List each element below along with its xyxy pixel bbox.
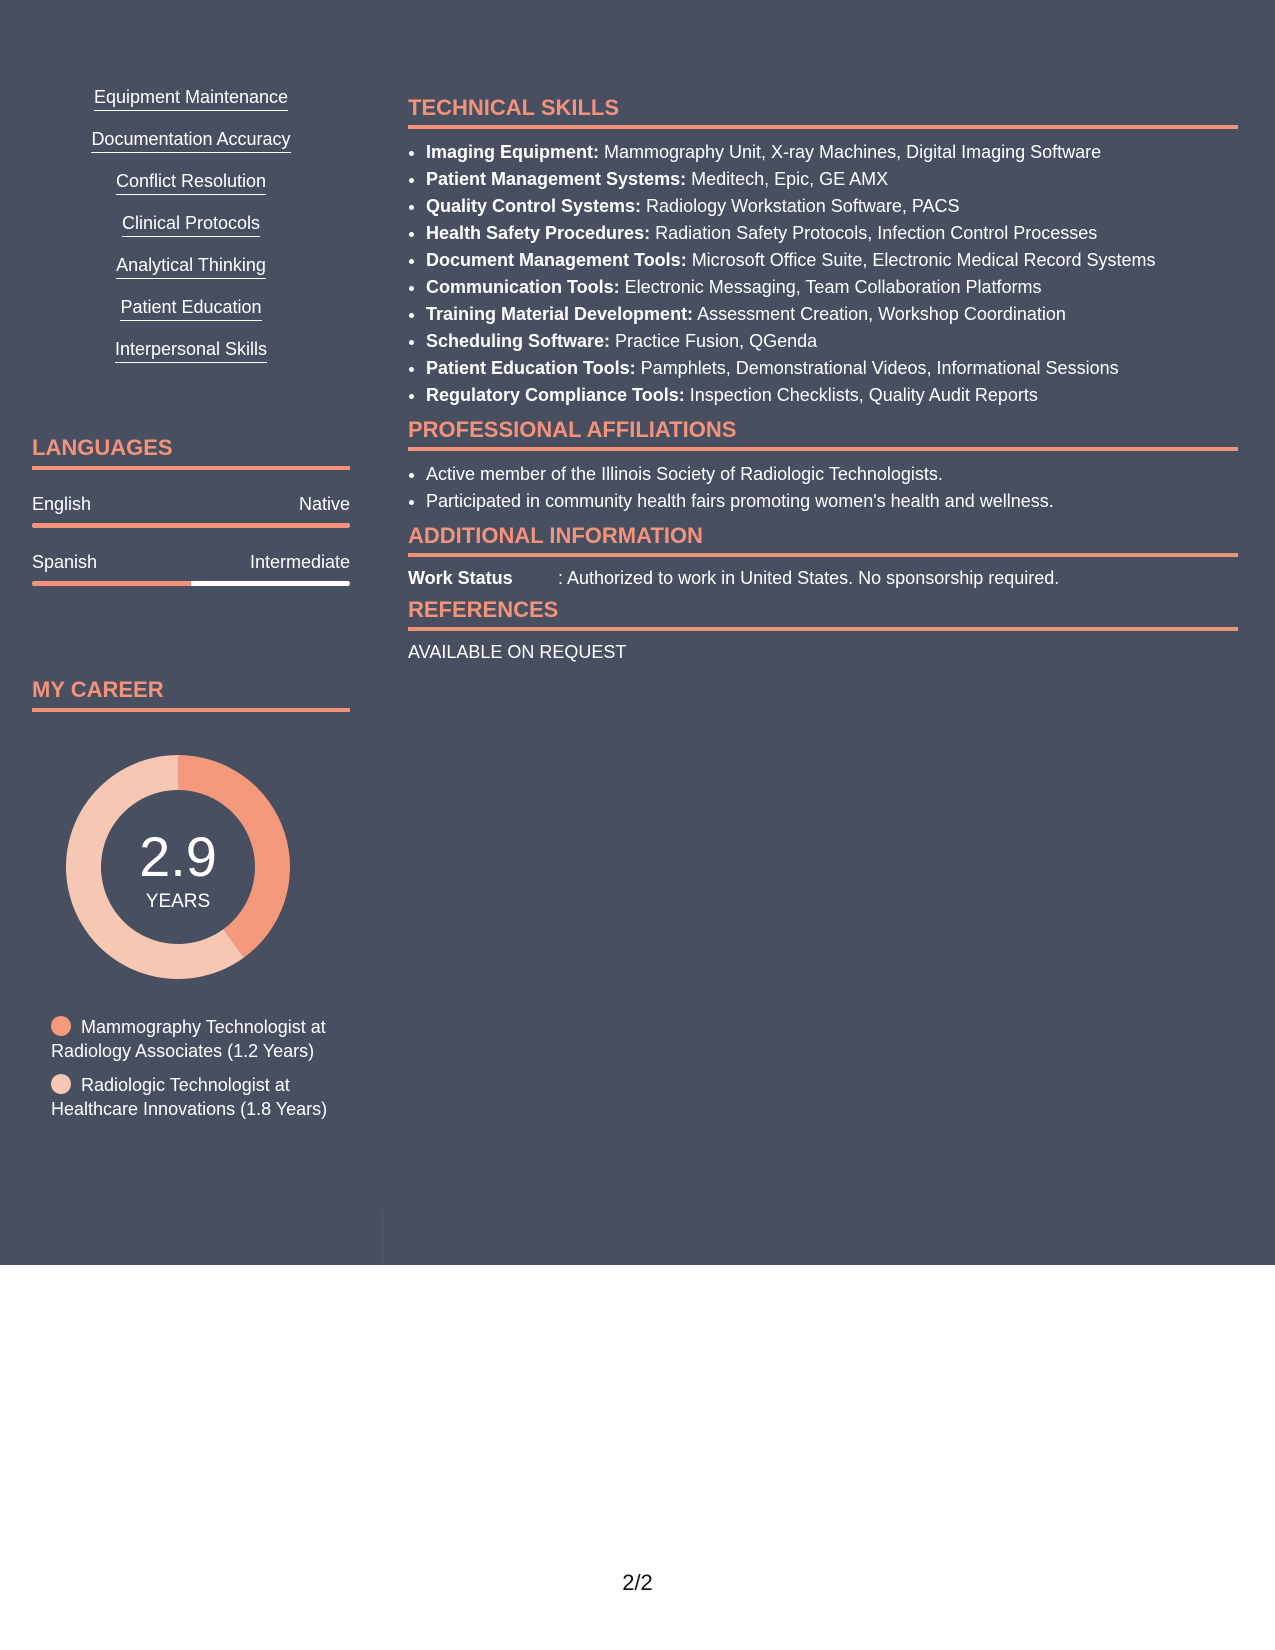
references-text: AVAILABLE ON REQUEST xyxy=(408,642,627,662)
technical-skill-text: Radiology Workstation Software, PACS xyxy=(641,196,960,216)
affiliations-heading: PROFESSIONAL AFFILIATIONS xyxy=(408,417,1238,451)
technical-skill-text: Radiation Safety Protocols, Infection Control Processes xyxy=(650,223,1098,243)
technical-skill-label: Patient Education Tools: xyxy=(426,358,636,378)
page-number: 2/2 xyxy=(622,1570,653,1595)
affiliations-section xyxy=(408,417,1238,515)
technical-skill-label: Patient Management Systems: xyxy=(426,169,687,189)
technical-skill-text: Microsoft Office Suite, Electronic Medical Record Systems xyxy=(686,250,1156,270)
career-role-label: Radiologic Technologist at Healthcare Innovations (1.8 Years) xyxy=(51,1075,328,1119)
career-total-unit: YEARS xyxy=(145,891,211,912)
references-heading: REFERENCES xyxy=(408,597,1238,631)
language-proficiency-fill xyxy=(32,581,191,586)
language-name: Spanish xyxy=(32,552,98,572)
technical-skills-list xyxy=(408,139,1238,409)
skill-tag: Conflict Resolution xyxy=(116,170,266,195)
language-level: Intermediate xyxy=(249,552,350,572)
career-heading: MY CAREER xyxy=(32,677,350,712)
career-total-years: 2.9 xyxy=(139,825,217,888)
technical-skill-item xyxy=(426,166,1238,193)
skill-tag: Analytical Thinking xyxy=(116,254,266,279)
technical-skill-item xyxy=(426,139,1238,166)
references-section xyxy=(408,597,1238,663)
technical-skills-section xyxy=(408,95,1238,409)
languages-section xyxy=(32,435,350,586)
career-legend xyxy=(51,1015,331,1131)
main-column xyxy=(408,95,1238,671)
technical-skill-text: Assessment Creation, Workshop Coordination xyxy=(693,304,1066,324)
technical-skill-item xyxy=(426,301,1238,328)
technical-skill-item xyxy=(426,193,1238,220)
technical-skill-label: Document Management Tools: xyxy=(426,250,687,270)
technical-skill-text: Electronic Messaging, Team Collaboration Platforms xyxy=(619,277,1042,297)
work-status-value: : Authorized to work in United States. No sponsorship required. xyxy=(558,568,1060,588)
legend-dot-icon xyxy=(51,1016,71,1036)
technical-skill-label: Imaging Equipment: xyxy=(426,142,599,162)
technical-skill-label: Health Safety Procedures: xyxy=(426,223,651,243)
technical-skill-item xyxy=(426,247,1238,274)
technical-skill-item xyxy=(426,220,1238,247)
work-status-label: Work Status xyxy=(408,568,513,588)
technical-skill-item xyxy=(426,274,1238,301)
technical-skill-label: Regulatory Compliance Tools: xyxy=(426,385,685,405)
affiliations-list xyxy=(408,461,1238,515)
career-donut-chart xyxy=(66,755,290,979)
technical-skill-item xyxy=(426,382,1238,409)
affiliation-item: • Active member of the Illinois Society of Radiologic Technologists. xyxy=(426,461,1238,488)
technical-skill-text: Pamphlets, Demonstrational Videos, Informational Sessions xyxy=(635,358,1119,378)
technical-skill-text: Inspection Checklists, Quality Audit Reports xyxy=(684,385,1038,405)
skill-tag: Equipment Maintenance xyxy=(94,86,288,111)
language-level: Native xyxy=(298,494,350,514)
skill-tag: Patient Education xyxy=(120,296,261,321)
language-row xyxy=(32,493,350,515)
career-legend-item xyxy=(51,1073,331,1121)
technical-skill-label: Scheduling Software: xyxy=(426,331,611,351)
technical-skill-text: Mammography Unit, X-ray Machines, Digital Imaging Software xyxy=(599,142,1102,162)
work-status-row xyxy=(408,567,1238,589)
legend-dot-icon xyxy=(51,1074,71,1094)
technical-skill-label: Quality Control Systems: xyxy=(426,196,642,216)
career-role-label: Mammography Technologist at Radiology Associates (1.2 Years) xyxy=(51,1017,326,1061)
technical-skill-label: Communication Tools: xyxy=(426,277,620,297)
affiliation-item: • Participated in community health fairs promoting women's health and wellness. xyxy=(426,488,1238,515)
technical-skill-label: Training Material Development: xyxy=(426,304,694,324)
languages-heading: LANGUAGES xyxy=(32,435,350,470)
skill-tag-list xyxy=(32,86,350,380)
skill-tag: Interpersonal Skills xyxy=(115,338,267,363)
technical-skill-text: Practice Fusion, QGenda xyxy=(610,331,818,351)
language-row xyxy=(32,551,350,573)
language-proficiency-fill xyxy=(32,523,350,528)
skill-tag: Clinical Protocols xyxy=(122,212,260,237)
language-proficiency-bar xyxy=(32,523,350,528)
column-divider xyxy=(382,1210,383,1265)
technical-skill-item xyxy=(426,328,1238,355)
additional-info-heading: ADDITIONAL INFORMATION xyxy=(408,523,1238,557)
career-legend-item xyxy=(51,1015,331,1063)
language-proficiency-bar xyxy=(32,581,350,586)
language-name: English xyxy=(32,494,92,514)
technical-skills-heading: TECHNICAL SKILLS xyxy=(408,95,1238,129)
career-section xyxy=(32,677,350,1119)
additional-info-section xyxy=(408,523,1238,589)
skill-tag: Documentation Accuracy xyxy=(91,128,290,153)
technical-skill-text: Meditech, Epic, GE AMX xyxy=(686,169,889,189)
technical-skill-item xyxy=(426,355,1238,382)
